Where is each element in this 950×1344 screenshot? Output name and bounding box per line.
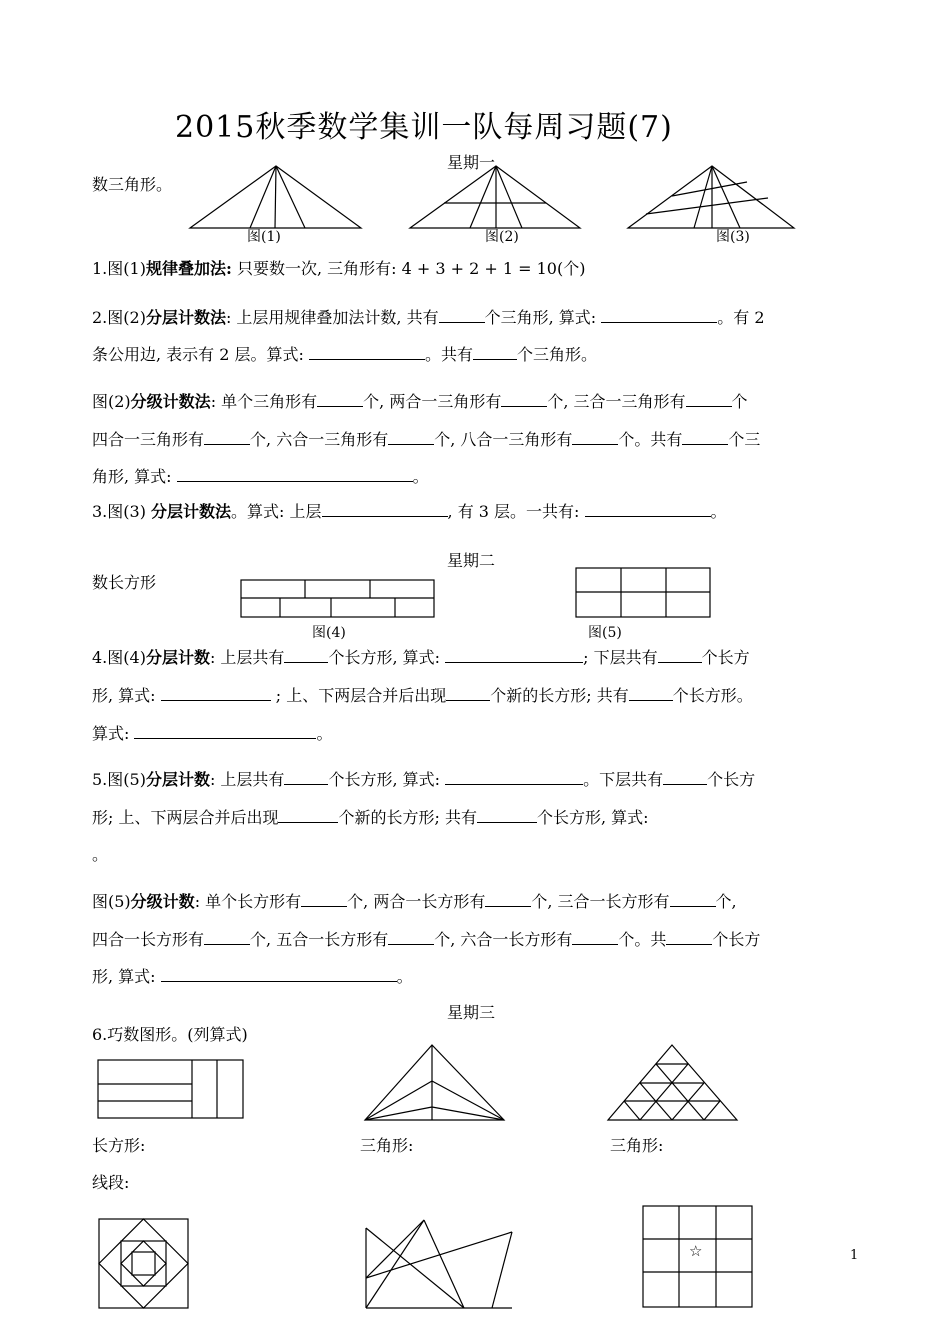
answer-blank[interactable]: [161, 684, 271, 701]
q2c-text-2: 个, 两合一三角形有: [363, 392, 502, 411]
answer-blank[interactable]: [284, 768, 328, 785]
question-5-line-6: [92, 965, 413, 988]
answer-blank[interactable]: [322, 500, 448, 517]
answer-blank[interactable]: [177, 465, 413, 482]
answer-blank[interactable]: [161, 965, 397, 982]
day-heading-2: 星期二: [447, 551, 496, 570]
q4c-text-1: 算式:: [92, 724, 135, 743]
answer-blank[interactable]: [666, 928, 712, 945]
q1-prefix: 1.图(1): [92, 259, 146, 278]
answer-blank[interactable]: [663, 768, 707, 785]
question-4-line-3: [92, 722, 333, 745]
figure-4-label: 图(4): [312, 625, 346, 641]
answer-blank[interactable]: [572, 428, 618, 445]
question-3: [92, 500, 727, 523]
q3-prefix: 3.图(3): [92, 502, 152, 521]
q2d-text-2: 个, 六合一三角形有: [250, 430, 389, 449]
q2-text-3: 。有 2: [717, 308, 765, 327]
q1-method: 规律叠加法:: [145, 259, 232, 278]
q5e-text-1: 四合一长方形有: [92, 930, 205, 949]
answer-blank[interactable]: [445, 646, 583, 663]
answer-label-triangles-2: 三角形:: [610, 1136, 664, 1155]
q4b-text-2: ; 上、下两层合并后出现: [270, 686, 447, 705]
q2c-text-1: : 单个三角形有: [210, 392, 318, 411]
q2e-text-2: 。: [412, 467, 429, 486]
figure-1-label: 图(1): [247, 229, 281, 245]
answer-blank[interactable]: [446, 684, 490, 701]
q4c-text-2: 。: [316, 724, 333, 743]
question-2-line-3: [92, 390, 748, 413]
answer-label-triangles-1: 三角形:: [360, 1136, 414, 1155]
figure-6a-rectangles: [97, 1059, 245, 1121]
question-4-line-1: [92, 646, 750, 669]
q2d-text-5: 个三: [728, 430, 761, 449]
figure-6c-triangle-grid: [607, 1044, 739, 1122]
figure-6e-crown-lines: [364, 1218, 514, 1310]
q5d-text-4: 个,: [715, 892, 737, 911]
figure-6d-nested-squares: [98, 1218, 190, 1310]
q5-text-3: 。下层共有: [583, 770, 664, 789]
q2-text-1: : 上层用规律叠加法计数, 共有: [225, 308, 439, 327]
section-heading-triangles: 数三角形。: [92, 175, 173, 194]
answer-blank[interactable]: [204, 928, 250, 945]
figure-2-label: 图(2): [485, 229, 519, 245]
question-5-line-2: [92, 806, 649, 829]
answer-blank[interactable]: [301, 890, 347, 907]
question-5-line-4: [92, 890, 737, 913]
q4-text-3: ; 下层共有: [583, 648, 658, 667]
section-heading-rectangles: 数长方形: [92, 573, 157, 592]
question-2-line-2: [92, 343, 597, 366]
question-6: 6.巧数图形。(列算式): [92, 1025, 248, 1044]
q5d-method: 分级计数: [130, 892, 195, 911]
q3-text-1: 。算式: 上层: [231, 502, 322, 521]
answer-blank[interactable]: [388, 428, 434, 445]
q5e-text-3: 个, 六合一长方形有: [434, 930, 573, 949]
star-icon: ☆: [689, 1242, 703, 1260]
q4-text-2: 个长方形, 算式:: [328, 648, 446, 667]
answer-blank[interactable]: [601, 306, 717, 323]
answer-blank[interactable]: [477, 806, 537, 823]
question-2-line-5: [92, 465, 429, 488]
q5f-text-1: 形, 算式:: [92, 967, 161, 986]
q2b-text-2: 。共有: [425, 345, 474, 364]
figure-4-rectangles: [240, 579, 436, 619]
answer-blank[interactable]: [317, 390, 363, 407]
figure-1-triangle: [190, 165, 365, 230]
answer-label-rectangles: 长方形:: [92, 1136, 146, 1155]
q4b-text-1: 形, 算式:: [92, 686, 161, 705]
q2b-text-3: 个三角形。: [517, 345, 598, 364]
answer-blank[interactable]: [686, 390, 732, 407]
q3-text-3: 。: [710, 502, 727, 521]
question-5-line-3: 。: [92, 845, 109, 864]
answer-blank[interactable]: [629, 684, 673, 701]
answer-blank[interactable]: [585, 500, 711, 517]
q5e-text-5: 个长方: [712, 930, 761, 949]
answer-blank[interactable]: [439, 306, 485, 323]
q4-text-4: 个长方: [701, 648, 750, 667]
question-1: [92, 258, 585, 280]
answer-blank[interactable]: [134, 722, 316, 739]
question-4-line-2: [92, 684, 753, 707]
q2c-prefix: 图(2): [92, 392, 131, 411]
answer-blank[interactable]: [670, 890, 716, 907]
q4b-text-4: 个长方形。: [672, 686, 753, 705]
q2c-text-4: 个: [731, 392, 748, 411]
q3-text-2: , 有 3 层。一共有:: [447, 502, 585, 521]
q4-method: 分层计数: [145, 648, 210, 667]
q2-text-2: 个三角形, 算式:: [484, 308, 602, 327]
q2c-method: 分级计数法: [130, 392, 211, 411]
q5-text-4: 个长方: [707, 770, 756, 789]
q2d-text-3: 个, 八合一三角形有: [434, 430, 573, 449]
page-number: 1: [850, 1248, 859, 1263]
q2-method: 分层计数法: [145, 308, 226, 327]
q5b-text-1: 形; 上、下两层合并后出现: [92, 808, 279, 827]
question-5-line-5: [92, 928, 760, 951]
q5-prefix: 5.图(5): [92, 770, 146, 789]
q5e-text-4: 个。共: [618, 930, 667, 949]
answer-blank[interactable]: [572, 928, 618, 945]
figure-6b-triangles: [364, 1044, 506, 1122]
q1-text: 只要数一次, 三角形有: 4 + 3 + 2 + 1 = 10(个): [231, 259, 586, 278]
question-5-line-1: [92, 768, 755, 791]
q2-prefix: 2.图(2): [92, 308, 146, 327]
q4-prefix: 4.图(4): [92, 648, 146, 667]
answer-blank[interactable]: [682, 428, 728, 445]
figure-3-triangle: [628, 165, 796, 230]
q5-text-2: 个长方形, 算式:: [328, 770, 446, 789]
day-heading-3: 星期三: [447, 1003, 496, 1022]
q5-method: 分层计数: [145, 770, 210, 789]
question-2-line-1: [92, 306, 765, 329]
figure-5-rectangles: [575, 567, 713, 619]
q5d-prefix: 图(5): [92, 892, 131, 911]
answer-blank[interactable]: [658, 646, 702, 663]
q2b-text-1: 条公用边, 表示有 2 层。算式:: [92, 345, 310, 364]
answer-label-segments: 线段:: [92, 1173, 130, 1192]
q5d-text-3: 个, 三合一长方形有: [531, 892, 670, 911]
figure-3-label: 图(3): [716, 229, 750, 245]
q5f-text-2: 。: [396, 967, 413, 986]
q2d-text-4: 个。共有: [618, 430, 683, 449]
q2d-text-1: 四合一三角形有: [92, 430, 205, 449]
q2e-text-1: 角形, 算式:: [92, 467, 177, 486]
q5-text-1: : 上层共有: [209, 770, 285, 789]
answer-blank[interactable]: [445, 768, 583, 785]
answer-blank[interactable]: [501, 390, 547, 407]
q5b-text-3: 个长方形, 算式:: [536, 808, 649, 827]
figure-2-triangle: [410, 165, 582, 230]
q4b-text-3: 个新的长方形; 共有: [490, 686, 629, 705]
q5d-text-2: 个, 两合一长方形有: [347, 892, 486, 911]
q5b-text-2: 个新的长方形; 共有: [338, 808, 477, 827]
page-title: 2015秋季数学集训一队每周习题(7): [175, 110, 673, 145]
question-2-line-4: [92, 428, 760, 451]
q5e-text-2: 个, 五合一长方形有: [250, 930, 389, 949]
answer-blank[interactable]: [473, 343, 517, 360]
q5d-text-1: : 单个长方形有: [194, 892, 302, 911]
q3-method: 分层计数法: [151, 502, 232, 521]
answer-blank[interactable]: [278, 806, 338, 823]
answer-blank[interactable]: [309, 343, 425, 360]
answer-blank[interactable]: [284, 646, 328, 663]
q2c-text-3: 个, 三合一三角形有: [547, 392, 686, 411]
figure-5-label: 图(5): [588, 625, 622, 641]
answer-blank[interactable]: [204, 428, 250, 445]
q4-text-1: : 上层共有: [209, 648, 285, 667]
answer-blank[interactable]: [485, 890, 531, 907]
answer-blank[interactable]: [388, 928, 434, 945]
day-heading-1: 星期一: [447, 153, 496, 172]
